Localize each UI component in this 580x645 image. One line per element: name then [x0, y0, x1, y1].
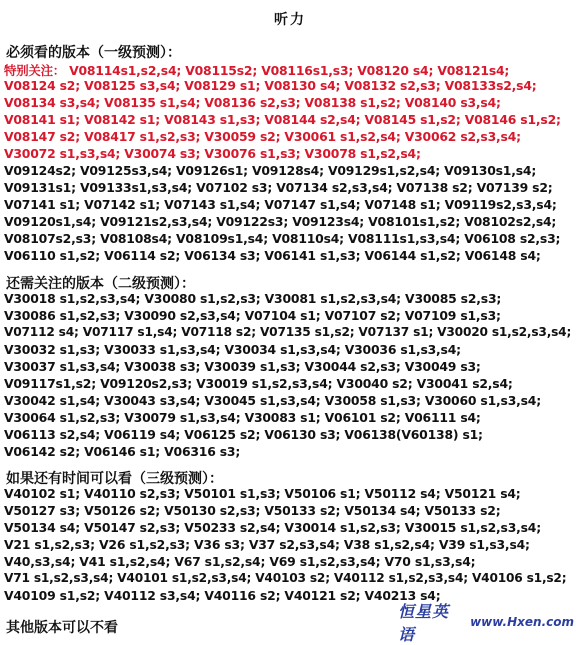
- level3-line: V40102 s1; V40110 s2,s3; V50101 s1,s3; V50106 s1; V50112 s4; V50121 s4;: [4, 486, 521, 501]
- level3-line: V71 s1,s2,s3,s4; V40101 s1,s2,s3,s4; V40103 s2; V40112 s1,s2,s3,s4; V40106 s1,s2;: [4, 571, 567, 585]
- watermark-url: www.Hxen.com: [470, 615, 574, 629]
- level2-line: V09117s1,s2; V09120s2,s3; V30019 s1,s2,s3,s4; V30040 s2; V30041 s2,s4;: [4, 376, 513, 391]
- level2-line: V06113 s2,s4; V06119 s4; V06125 s2; V06130 s3; V06138(V60138) s1;: [4, 427, 483, 442]
- level1-line: V07141 s1; V07142 s1; V07143 s1,s4; V07147 s1,s4; V07148 s1; V09119s2,s3,s4;: [4, 197, 557, 212]
- level2-line: V06142 s2; V06146 s1; V06316 s3;: [4, 444, 241, 459]
- level2-line: V30042 s1,s4; V30043 s3,s4; V30045 s1,s3,s4; V30058 s1,s3; V30060 s1,s3,s4;: [4, 393, 541, 408]
- level1-heading: 必须看的版本（一级预测）：: [6, 45, 181, 61]
- level2-line: V30064 s1,s2,s3; V30079 s1,s3,s4; V30083 s1; V06101 s2; V06111 s4;: [4, 410, 481, 425]
- level1-line: V09131s1; V09133s1,s3,s4; V07102 s3; V07134 s2,s3,s4; V07138 s2; V07139 s2;: [4, 180, 553, 195]
- level3-line: V50127 s3; V50126 s2; V50130 s2,s3; V50133 s2; V50134 s4; V50133 s2;: [4, 503, 501, 518]
- level1-line: V08107s2,s3; V08108s4; V08109s1,s4; V08110s4; V08111s1,s3,s4; V06108 s2,s3;: [4, 231, 561, 246]
- level1-line: V09124s2; V09125s3,s4; V09126s1; V09128s4; V09129s1,s2,s4; V09130s1,s4;: [4, 163, 537, 178]
- level3-line: V21 s1,s2,s3; V26 s1,s2,s3; V36 s3; V37 s2,s3,s4; V38 s1,s2,s4; V39 s1,s3,s4;: [4, 537, 530, 552]
- level1-line: V08124 s2; V08125 s3,s4; V08129 s1; V08130 s4; V08132 s2,s3; V08133s2,s4;: [4, 78, 537, 93]
- level1-line: 特别关注： V08114s1,s2,s4; V08115s2; V08116s1,s3; V08120 s4; V08121s4;: [4, 63, 510, 78]
- level2-line: V30018 s1,s2,s3,s4; V30080 s1,s2,s3; V30081 s1,s2,s3,s4; V30085 s2,s3;: [4, 291, 502, 306]
- level3-line: V40,s3,s4; V41 s1,s2,s4; V67 s1,s2,s4; V69 s1,s2,s3,s4; V70 s1,s3,s4;: [4, 554, 476, 569]
- level2-line: V30086 s1,s2,s3; V30090 s2,s3,s4; V07104 s1; V07107 s2; V07109 s1,s3;: [4, 308, 501, 323]
- level1-line: V09120s1,s4; V09121s2,s3,s4; V09122s3; V09123s4; V08101s1,s2; V08102s2,s4;: [4, 214, 557, 229]
- level1-line: V08147 s2; V08417 s1,s2,s3; V30059 s2; V30061 s1,s2,s4; V30062 s2,s3,s4;: [4, 129, 521, 144]
- level3-line: V40109 s1,s2; V40112 s3,s4; V40116 s2; V40121 s2; V40213 s4;: [4, 588, 441, 603]
- level1-line: V08141 s1; V08142 s1; V08143 s1,s3; V08144 s2,s4; V08145 s1,s2; V08146 s1,s2;: [4, 112, 561, 127]
- level1-line: V30072 s1,s3,s4; V30074 s3; V30076 s1,s3; V30078 s1,s2,s4;: [4, 146, 421, 161]
- watermark-logo: [398, 602, 574, 644]
- level2-line: V30032 s1,s3; V30033 s1,s3,s4; V30034 s1,s3,s4; V30036 s1,s3,s4;: [4, 342, 461, 357]
- level1-line: V06110 s1,s2; V06114 s2; V06134 s3; V06141 s1,s3; V06144 s1,s2; V06148 s4;: [4, 248, 541, 263]
- page-title: 听力: [274, 12, 306, 28]
- level1-line: V08134 s3,s4; V08135 s1,s4; V08136 s2,s3; V08138 s1,s2; V08140 s3,s4;: [4, 95, 501, 110]
- watermark-name: 恒星英语: [398, 602, 450, 644]
- level3-line: V50134 s4; V50147 s2,s3; V50233 s2,s4; V30014 s1,s2,s3; V30015 s1,s2,s3,s4;: [4, 520, 541, 535]
- level2-line: V07112 s4; V07117 s1,s4; V07118 s2; V07135 s1,s2; V07137 s1; V30020 s1,s2,s3,s4;: [4, 325, 572, 339]
- footer-heading: 其他版本可以不看: [6, 620, 118, 636]
- level3-heading: 如果还有时间可以看（三级预测）：: [6, 471, 223, 487]
- level2-line: V30037 s1,s3,s4; V30038 s3; V30039 s1,s3; V30044 s2,s3; V30049 s3;: [4, 359, 481, 374]
- level2-heading: 还需关注的版本（二级预测）：: [6, 276, 195, 292]
